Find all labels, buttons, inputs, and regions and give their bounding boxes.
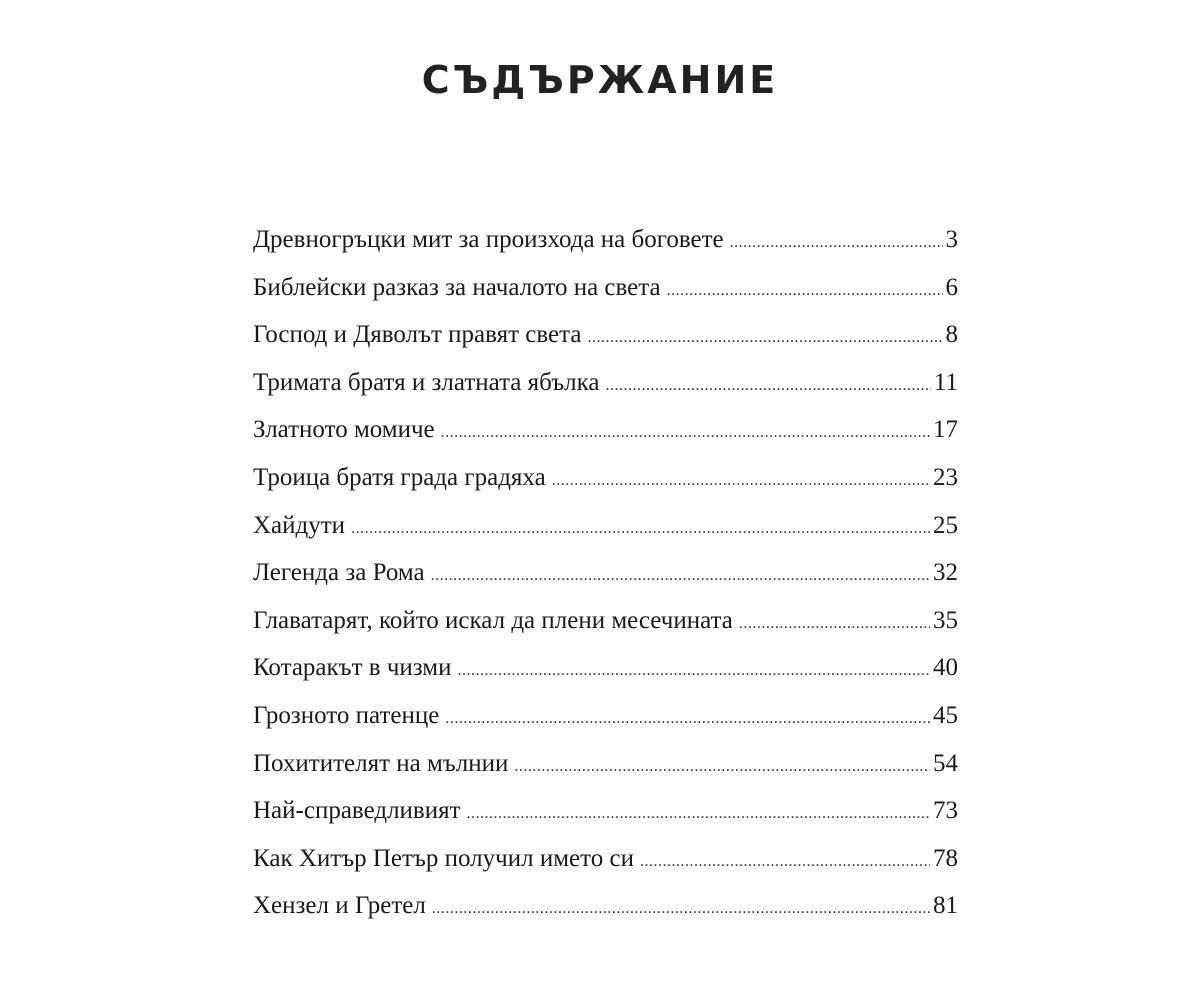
toc-entry — [253, 321, 958, 369]
toc-entry — [253, 750, 958, 798]
toc-dot-leader — [441, 424, 930, 442]
toc-dot-leader — [667, 282, 943, 300]
toc-entry-page: 23 — [933, 463, 958, 491]
toc-entry-title: Древногръцки мит за произхода на боговете — [253, 226, 724, 253]
toc-dot-leader — [587, 329, 942, 347]
toc-entry — [253, 702, 958, 750]
toc-dot-leader — [514, 758, 930, 776]
toc-entry-page: 8 — [945, 321, 958, 349]
page-title: СЪДЪРЖАНИЕ — [421, 58, 779, 102]
toc-entry-title: Най-справедливият — [253, 797, 461, 825]
toc-entry-page: 32 — [933, 559, 958, 587]
toc-entry-page: 11 — [933, 368, 958, 396]
toc-entry-page: 6 — [945, 273, 958, 301]
toc-entry-title: Тримата братя и златната ябълка — [253, 368, 600, 396]
toc-entry — [253, 607, 958, 655]
toc-entry — [253, 892, 958, 940]
toc-entry-title: Троица братя града градяха — [253, 463, 546, 491]
toc-dot-leader — [467, 805, 930, 823]
toc-entry-page: 73 — [933, 797, 958, 825]
table-of-contents — [253, 226, 958, 940]
toc-dot-leader — [432, 900, 930, 918]
toc-dot-leader — [640, 853, 930, 871]
toc-entry — [253, 226, 958, 274]
toc-entry-title: Хайдути — [253, 511, 346, 539]
toc-dot-leader — [606, 377, 931, 395]
toc-entry-title: Златното момиче — [253, 416, 435, 444]
toc-entry-title: Библейски разказ за началото на света — [253, 273, 661, 301]
toc-entry-page: 25 — [933, 511, 958, 539]
toc-entry-title: Похитителят на мълнии — [253, 749, 509, 777]
toc-entry-page: 40 — [933, 654, 958, 682]
toc-entry-title: Котаракът в чизми — [253, 654, 452, 682]
toc-entry — [253, 416, 958, 464]
toc-entry-title: Как Хитър Петър получил името си — [253, 844, 634, 872]
toc-entry-title: Главатарят, който искал да плени месечината — [253, 606, 733, 634]
toc-entry — [253, 845, 958, 893]
toc-entry-page: 17 — [933, 416, 958, 444]
toc-entry — [253, 654, 958, 702]
toc-entry — [253, 464, 958, 512]
toc-entry-title: Грозното патенце — [253, 701, 440, 729]
toc-dot-leader — [739, 615, 930, 633]
toc-entry-page: 81 — [933, 892, 958, 920]
toc-entry-page: 54 — [933, 749, 958, 777]
toc-entry — [253, 274, 958, 322]
toc-entry — [253, 797, 958, 845]
toc-entry-page: 45 — [933, 701, 958, 729]
toc-dot-leader — [351, 520, 930, 538]
toc-entry — [253, 559, 958, 607]
toc-dot-leader — [552, 472, 930, 490]
toc-dot-leader — [445, 710, 930, 728]
toc-entry-page: 35 — [933, 606, 958, 634]
toc-entry — [253, 369, 958, 417]
toc-entry-title: Хензел и Гретел — [253, 892, 426, 920]
toc-entry — [253, 512, 958, 560]
toc-entry-title: Господ и Дяволът правят света — [253, 321, 582, 349]
toc-entry-page: 78 — [933, 844, 958, 872]
toc-dot-leader — [458, 662, 931, 680]
toc-dot-leader — [431, 567, 930, 585]
toc-entry-page: 3 — [945, 226, 958, 253]
toc-dot-leader — [730, 234, 943, 252]
toc-entry-title: Легенда за Рома — [253, 559, 425, 587]
